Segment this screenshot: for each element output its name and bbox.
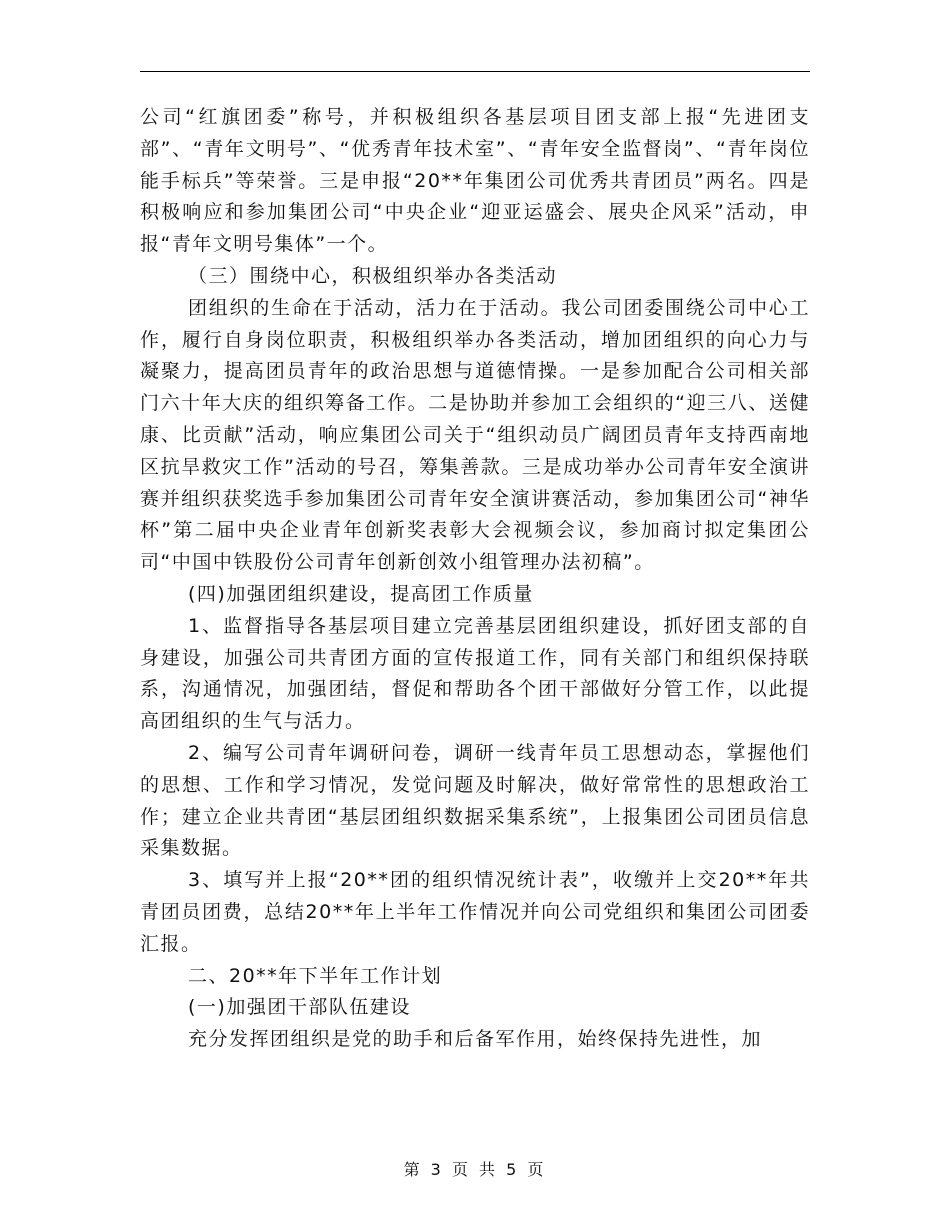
subsection-heading-1: (一)加强团干部队伍建设 (188, 996, 411, 1019)
section-heading-3: （三）围绕中心，积极组织举办各类活动 (188, 264, 558, 287)
paragraph-last: 充分发挥团组织是党的助手和后备军作用，始终保持先进性，加 (188, 1028, 763, 1051)
paragraph-1: 公司“红旗团委”称号，并积极组织各基层项目团支部上报“先进团支部”、“青年文明号”、“优秀青年技术室”、“青年安全监督岗”、“青年岗位能手标兵”等荣誉。三是申报“20**年集团公司优秀共青团员”两名。四是积极响应和参加集团公司“中央企业“迎亚运盛会、展央企风采”活动，申报“青年文明号集体”一个。 (140, 106, 810, 256)
list-item-1: 1、监督指导各基层项目建立完善基层团组织建设，抓好团支部的自身建设，加强公司共青团方面的宣传报道工作，同有关部门和组织保持联系，沟通情况，加强团结，督促和帮助各个团干部做好分管工作，以此提高团组织的生气与活力。 (140, 614, 810, 733)
section-heading-plan: 二、20**年下半年工作计划 (188, 964, 443, 987)
section-heading-4: (四)加强团组织建设，提高团工作质量 (188, 582, 534, 605)
document-body (140, 102, 810, 1056)
list-item-3: 3、填写并上报“20**团的组织情况统计表”，收缴并上交20**年共青团员团费，总结20**年上半年工作情况并向公司党组织和集团公司团委汇报。 (140, 869, 810, 955)
header-rule (140, 71, 810, 72)
list-item-2: 2、编写公司青年调研问卷，调研一线青年员工思想动态，掌握他们的思想、工作和学习情况，发觉问题及时解决，做好常常性的思想政治工作；建立企业共青团“基层团组织数据采集系统”，上报集团公司团员信息采集数据。 (140, 741, 810, 860)
page-number-footer: 第 3 页 共 5 页 (403, 1160, 547, 1179)
paragraph-activities: 团组织的生命在于活动，活力在于活动。我公司团委围绕公司中心工作，履行自身岗位职责，积极组织举办各类活动，增加团组织的向心力与凝聚力，提高团员青年的政治思想与道德情操。一是参加配合公司相关部门六十年大庆的组织筹备工作。二是协助并参加工会组织的“迎三八、送健康、比贡献”活动，响应集团公司关于“组织动员广阔团员青年支持西南地区抗旱救灾工作”活动的号召，筹集善款。三是成功举办公司青年安全演讲赛并组织获奖选手参加集团公司青年安全演讲赛活动，参加集团公司“神华杯”第二届中央企业青年创新奖表彰大会视频会议，参加商讨拟定集团公司“中国中铁股份公司青年创新创效小组管理办法初稿”。 (140, 296, 810, 574)
